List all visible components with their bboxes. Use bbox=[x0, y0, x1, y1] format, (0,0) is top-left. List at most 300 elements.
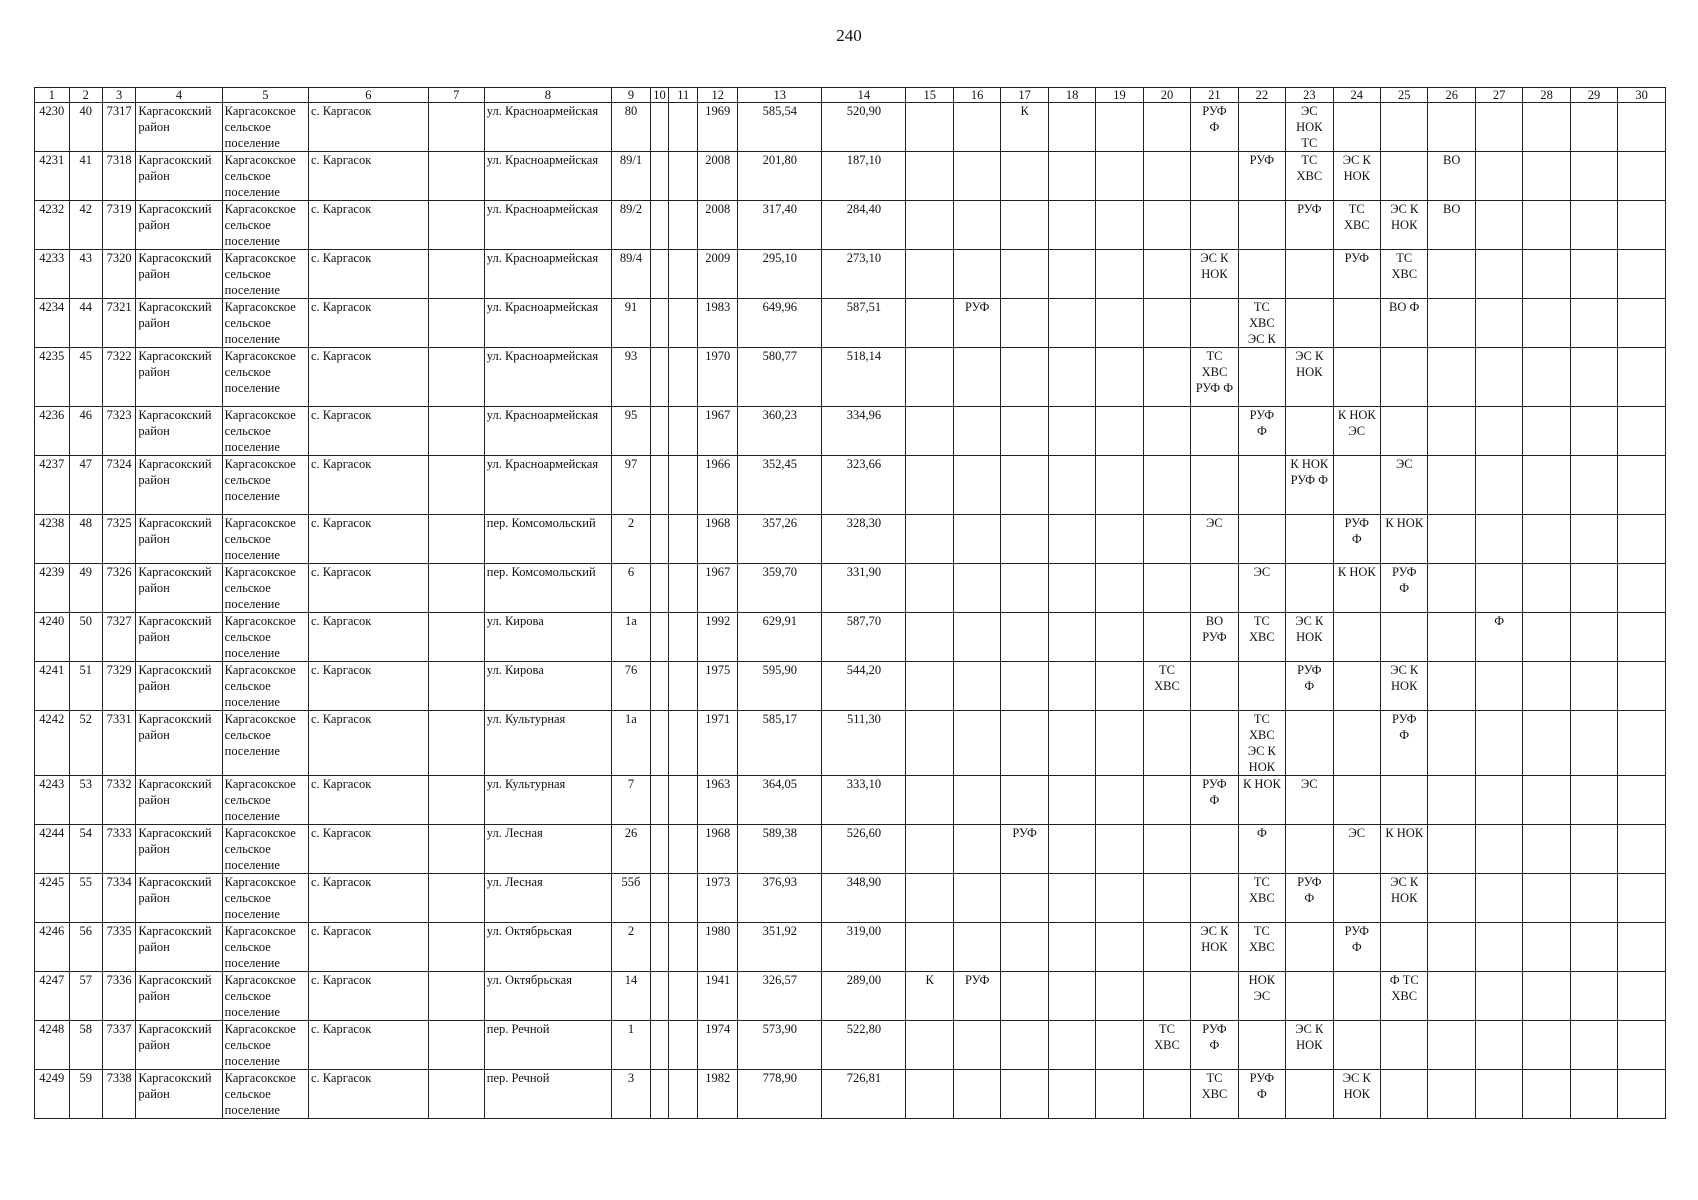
cell-line: сельское bbox=[224, 267, 271, 281]
cell-line: сельское bbox=[224, 120, 271, 134]
cell-house-number: 1а bbox=[612, 711, 651, 776]
cell-col-10 bbox=[650, 662, 668, 711]
cell-work-col-15 bbox=[906, 456, 953, 515]
column-header-18: 18 bbox=[1048, 88, 1095, 103]
cell-col-11 bbox=[669, 407, 698, 456]
cell-district bbox=[136, 564, 222, 613]
cell-col-10 bbox=[650, 250, 668, 299]
cell-work-col-20 bbox=[1143, 456, 1190, 515]
cell-line: ХВС bbox=[1343, 218, 1370, 232]
cell-locality: с. Каргасок bbox=[308, 1070, 428, 1119]
cell-col-10 bbox=[650, 348, 668, 407]
cell-line: Ф bbox=[1304, 679, 1315, 693]
cell-line: поселение bbox=[224, 489, 280, 503]
cell-work-col-16 bbox=[953, 972, 1000, 1021]
cell-work-col-28 bbox=[1523, 874, 1570, 923]
cell-work-col-29 bbox=[1570, 972, 1617, 1021]
cell-line: ЭС bbox=[1348, 424, 1366, 438]
cell-work-col-18 bbox=[1048, 1021, 1095, 1070]
cell-settlement bbox=[222, 564, 308, 613]
cell-work-col-22 bbox=[1238, 456, 1285, 515]
cell-record-number: 4245 bbox=[35, 874, 70, 923]
cell-work-col-30 bbox=[1618, 515, 1666, 564]
cell-line: РУФ bbox=[1249, 1071, 1275, 1085]
cell-work-col-21 bbox=[1191, 152, 1238, 201]
cell-line: Ф bbox=[1399, 728, 1410, 742]
cell-area-total: 326,57 bbox=[738, 972, 822, 1021]
cell-col-11 bbox=[669, 201, 698, 250]
cell-work-col-21 bbox=[1191, 103, 1238, 152]
cell-record-number: 4242 bbox=[35, 711, 70, 776]
cell-record-number: 4243 bbox=[35, 776, 70, 825]
cell-house-number: 2 bbox=[612, 923, 651, 972]
cell-house-number: 1 bbox=[612, 1021, 651, 1070]
cell-work-col-30 bbox=[1618, 250, 1666, 299]
cell-col-7 bbox=[428, 923, 484, 972]
cell-object-id: 7318 bbox=[102, 152, 135, 201]
cell-locality: с. Каргасок bbox=[308, 711, 428, 776]
cell-work-col-15 bbox=[906, 299, 953, 348]
cell-line: поселение bbox=[224, 381, 280, 395]
cell-line: район bbox=[138, 679, 170, 693]
cell-district bbox=[136, 201, 222, 250]
cell-line: ХВС bbox=[1154, 679, 1180, 693]
cell-work-col-25 bbox=[1381, 1021, 1428, 1070]
table-row bbox=[35, 152, 1666, 201]
cell-area-living: 526,60 bbox=[822, 825, 906, 874]
cell-line: район bbox=[138, 365, 170, 379]
cell-work-col-15 bbox=[906, 662, 953, 711]
table-row bbox=[35, 103, 1666, 152]
cell-object-id: 7338 bbox=[102, 1070, 135, 1119]
cell-col-10 bbox=[650, 407, 668, 456]
cell-line: ХВС bbox=[1249, 891, 1275, 905]
cell-house-number: 6 bbox=[612, 564, 651, 613]
column-header-19: 19 bbox=[1096, 88, 1143, 103]
cell-line: поселение bbox=[224, 597, 280, 611]
cell-locality: с. Каргасок bbox=[308, 250, 428, 299]
cell-work-col-22 bbox=[1238, 972, 1285, 1021]
cell-work-col-24 bbox=[1333, 456, 1380, 515]
cell-line: Каргасокское bbox=[224, 875, 296, 889]
cell-index: 51 bbox=[69, 662, 102, 711]
cell-work-col-27 bbox=[1475, 1021, 1522, 1070]
cell-col-10 bbox=[650, 1021, 668, 1070]
cell-district bbox=[136, 776, 222, 825]
cell-line: поселение bbox=[224, 1054, 280, 1068]
cell-col-7 bbox=[428, 972, 484, 1021]
cell-line: ТС bbox=[1253, 924, 1270, 938]
cell-index: 58 bbox=[69, 1021, 102, 1070]
cell-year: 1971 bbox=[698, 711, 738, 776]
cell-record-number: 4238 bbox=[35, 515, 70, 564]
cell-work-col-22 bbox=[1238, 1070, 1285, 1119]
cell-house-number: 14 bbox=[612, 972, 651, 1021]
cell-line: ТС bbox=[1348, 202, 1365, 216]
cell-line: ТС bbox=[1253, 614, 1270, 628]
cell-line: РУФ Ф bbox=[1195, 381, 1234, 395]
cell-settlement bbox=[222, 662, 308, 711]
cell-line: ЭС К bbox=[1247, 332, 1276, 346]
cell-area-total: 649,96 bbox=[738, 299, 822, 348]
cell-work-col-21 bbox=[1191, 456, 1238, 515]
cell-work-col-19 bbox=[1096, 407, 1143, 456]
column-header-20: 20 bbox=[1143, 88, 1190, 103]
cell-work-col-17 bbox=[1001, 874, 1048, 923]
cell-line: Каргасокский bbox=[138, 1071, 212, 1085]
cell-work-col-16 bbox=[953, 1021, 1000, 1070]
cell-work-col-29 bbox=[1570, 711, 1617, 776]
cell-year: 1969 bbox=[698, 103, 738, 152]
cell-index: 45 bbox=[69, 348, 102, 407]
cell-year: 1967 bbox=[698, 407, 738, 456]
cell-line: РУФ bbox=[1202, 104, 1227, 118]
cell-record-number: 4247 bbox=[35, 972, 70, 1021]
cell-line: поселение bbox=[224, 695, 280, 709]
cell-index: 46 bbox=[69, 407, 102, 456]
cell-work-col-19 bbox=[1096, 923, 1143, 972]
cell-line: район bbox=[138, 989, 170, 1003]
cell-work-col-28 bbox=[1523, 152, 1570, 201]
cell-street: ул. Октябрьская bbox=[484, 972, 611, 1021]
cell-line: К НОК bbox=[1385, 516, 1424, 530]
cell-work-col-27 bbox=[1475, 776, 1522, 825]
column-header-10: 10 bbox=[650, 88, 668, 103]
cell-work-col-22 bbox=[1238, 407, 1285, 456]
cell-index: 48 bbox=[69, 515, 102, 564]
cell-work-col-30 bbox=[1618, 1021, 1666, 1070]
column-header-23: 23 bbox=[1286, 88, 1333, 103]
cell-col-11 bbox=[669, 662, 698, 711]
cell-work-col-21 bbox=[1191, 564, 1238, 613]
cell-work-col-30 bbox=[1618, 407, 1666, 456]
cell-settlement bbox=[222, 201, 308, 250]
cell-col-10 bbox=[650, 201, 668, 250]
cell-settlement bbox=[222, 825, 308, 874]
cell-col-11 bbox=[669, 515, 698, 564]
cell-work-col-23 bbox=[1286, 103, 1333, 152]
column-header-12: 12 bbox=[698, 88, 738, 103]
cell-work-col-27 bbox=[1475, 711, 1522, 776]
cell-work-col-29 bbox=[1570, 1070, 1617, 1119]
cell-record-number: 4246 bbox=[35, 923, 70, 972]
cell-col-10 bbox=[650, 515, 668, 564]
cell-line: Ф bbox=[1494, 614, 1505, 628]
cell-work-col-23 bbox=[1286, 564, 1333, 613]
cell-line: РУФ bbox=[1249, 408, 1275, 422]
cell-work-col-18 bbox=[1048, 972, 1095, 1021]
cell-col-7 bbox=[428, 613, 484, 662]
column-header-4: 4 bbox=[136, 88, 222, 103]
column-header-21: 21 bbox=[1191, 88, 1238, 103]
table-row bbox=[35, 711, 1666, 776]
cell-area-total: 589,38 bbox=[738, 825, 822, 874]
cell-object-id: 7322 bbox=[102, 348, 135, 407]
cell-col-10 bbox=[650, 874, 668, 923]
cell-work-col-22 bbox=[1238, 348, 1285, 407]
cell-line: Ф bbox=[1256, 424, 1267, 438]
cell-area-living: 587,70 bbox=[822, 613, 906, 662]
cell-work-col-26 bbox=[1428, 299, 1475, 348]
cell-locality: с. Каргасок bbox=[308, 825, 428, 874]
cell-line: ХВС bbox=[1249, 316, 1275, 330]
cell-work-col-24 bbox=[1333, 711, 1380, 776]
cell-line: поселение bbox=[224, 283, 280, 297]
cell-work-col-28 bbox=[1523, 662, 1570, 711]
cell-index: 49 bbox=[69, 564, 102, 613]
cell-work-col-18 bbox=[1048, 407, 1095, 456]
cell-object-id: 7324 bbox=[102, 456, 135, 515]
cell-line: сельское bbox=[224, 1087, 271, 1101]
cell-work-col-28 bbox=[1523, 103, 1570, 152]
cell-work-col-18 bbox=[1048, 564, 1095, 613]
cell-col-7 bbox=[428, 874, 484, 923]
cell-line: ВО bbox=[1443, 202, 1461, 216]
cell-line: ВО bbox=[1205, 614, 1224, 628]
cell-line: ХВС bbox=[1249, 940, 1275, 954]
cell-house-number: 89/2 bbox=[612, 201, 651, 250]
cell-work-col-24 bbox=[1333, 825, 1380, 874]
cell-work-col-17 bbox=[1001, 456, 1048, 515]
cell-line: Каргасокский bbox=[138, 826, 212, 840]
cell-work-col-17 bbox=[1001, 711, 1048, 776]
cell-locality: с. Каргасок bbox=[308, 103, 428, 152]
cell-line: ХВС bbox=[1391, 989, 1418, 1003]
table-body bbox=[35, 103, 1666, 1119]
cell-year: 1968 bbox=[698, 515, 738, 564]
cell-line: поселение bbox=[224, 956, 280, 970]
cell-line: НОК bbox=[1296, 365, 1323, 379]
cell-area-living: 333,10 bbox=[822, 776, 906, 825]
cell-work-col-30 bbox=[1618, 348, 1666, 407]
cell-line: Каргасокский bbox=[138, 924, 212, 938]
cell-index: 54 bbox=[69, 825, 102, 874]
cell-object-id: 7337 bbox=[102, 1021, 135, 1070]
table-row bbox=[35, 776, 1666, 825]
table-row bbox=[35, 456, 1666, 515]
cell-work-col-21 bbox=[1191, 348, 1238, 407]
cell-record-number: 4236 bbox=[35, 407, 70, 456]
cell-work-col-17 bbox=[1001, 201, 1048, 250]
cell-district bbox=[136, 1021, 222, 1070]
cell-line: Каргасокский bbox=[138, 614, 212, 628]
cell-work-col-30 bbox=[1618, 103, 1666, 152]
cell-work-col-20 bbox=[1143, 407, 1190, 456]
cell-work-col-20 bbox=[1143, 299, 1190, 348]
cell-work-col-19 bbox=[1096, 515, 1143, 564]
cell-district bbox=[136, 662, 222, 711]
cell-work-col-22 bbox=[1238, 564, 1285, 613]
cell-year: 1980 bbox=[698, 923, 738, 972]
cell-settlement bbox=[222, 923, 308, 972]
cell-work-col-20 bbox=[1143, 515, 1190, 564]
column-header-25: 25 bbox=[1381, 88, 1428, 103]
cell-area-total: 295,10 bbox=[738, 250, 822, 299]
cell-line: Каргасокский bbox=[138, 712, 212, 726]
cell-work-col-21 bbox=[1191, 972, 1238, 1021]
cell-house-number: 76 bbox=[612, 662, 651, 711]
cell-work-col-17 bbox=[1001, 923, 1048, 972]
cell-work-col-28 bbox=[1523, 407, 1570, 456]
cell-line: РУФ bbox=[1202, 630, 1227, 644]
cell-work-col-23 bbox=[1286, 1070, 1333, 1119]
cell-street: ул. Красноармейская bbox=[484, 103, 611, 152]
cell-work-col-18 bbox=[1048, 1070, 1095, 1119]
cell-work-col-22 bbox=[1238, 103, 1285, 152]
cell-work-col-23 bbox=[1286, 613, 1333, 662]
cell-work-col-18 bbox=[1048, 776, 1095, 825]
cell-work-col-16 bbox=[953, 103, 1000, 152]
cell-work-col-15 bbox=[906, 152, 953, 201]
cell-work-col-30 bbox=[1618, 564, 1666, 613]
cell-work-col-15 bbox=[906, 515, 953, 564]
cell-object-id: 7320 bbox=[102, 250, 135, 299]
cell-col-7 bbox=[428, 348, 484, 407]
cell-line: район bbox=[138, 1038, 170, 1052]
cell-line: РУФ bbox=[964, 973, 990, 987]
cell-object-id: 7329 bbox=[102, 662, 135, 711]
table-row bbox=[35, 201, 1666, 250]
cell-line: Каргасокское bbox=[224, 777, 296, 791]
cell-work-col-21 bbox=[1191, 613, 1238, 662]
cell-work-col-30 bbox=[1618, 456, 1666, 515]
cell-col-10 bbox=[650, 613, 668, 662]
cell-work-col-24 bbox=[1333, 923, 1380, 972]
cell-line: РУФ bbox=[1344, 516, 1370, 530]
cell-work-col-20 bbox=[1143, 662, 1190, 711]
cell-line: район bbox=[138, 316, 170, 330]
cell-area-total: 201,80 bbox=[738, 152, 822, 201]
cell-work-col-23 bbox=[1286, 711, 1333, 776]
cell-index: 50 bbox=[69, 613, 102, 662]
cell-line: НОК bbox=[1248, 973, 1276, 987]
cell-work-col-18 bbox=[1048, 613, 1095, 662]
cell-line: ТС bbox=[1253, 875, 1270, 889]
cell-settlement bbox=[222, 613, 308, 662]
cell-district bbox=[136, 972, 222, 1021]
cell-col-11 bbox=[669, 972, 698, 1021]
cell-line: РУФ bbox=[1297, 663, 1322, 677]
cell-col-11 bbox=[669, 348, 698, 407]
cell-work-col-22 bbox=[1238, 776, 1285, 825]
cell-work-col-15 bbox=[906, 201, 953, 250]
cell-work-col-19 bbox=[1096, 874, 1143, 923]
cell-line: Каргасокский bbox=[138, 565, 212, 579]
cell-locality: с. Каргасок bbox=[308, 972, 428, 1021]
cell-line: НОК bbox=[1343, 169, 1370, 183]
cell-area-living: 726,81 bbox=[822, 1070, 906, 1119]
cell-work-col-22 bbox=[1238, 613, 1285, 662]
column-header-9: 9 bbox=[612, 88, 651, 103]
cell-line: район bbox=[138, 473, 170, 487]
cell-work-col-30 bbox=[1618, 1070, 1666, 1119]
cell-work-col-22 bbox=[1238, 711, 1285, 776]
cell-year: 1983 bbox=[698, 299, 738, 348]
cell-line: Ф bbox=[1351, 532, 1362, 546]
cell-line: ЭС К bbox=[1295, 614, 1324, 628]
cell-work-col-28 bbox=[1523, 613, 1570, 662]
cell-work-col-16 bbox=[953, 152, 1000, 201]
cell-district bbox=[136, 613, 222, 662]
cell-work-col-18 bbox=[1048, 874, 1095, 923]
cell-work-col-24 bbox=[1333, 1070, 1380, 1119]
cell-object-id: 7319 bbox=[102, 201, 135, 250]
cell-work-col-23 bbox=[1286, 407, 1333, 456]
cell-col-10 bbox=[650, 564, 668, 613]
cell-line: К НОК bbox=[1337, 565, 1376, 579]
cell-house-number: 2 bbox=[612, 515, 651, 564]
cell-street: ул. Красноармейская bbox=[484, 456, 611, 515]
cell-line: ТС bbox=[1158, 1022, 1175, 1036]
cell-district bbox=[136, 152, 222, 201]
cell-line: ТС bbox=[1301, 153, 1318, 167]
cell-work-col-29 bbox=[1570, 103, 1617, 152]
cell-line: сельское bbox=[224, 1038, 271, 1052]
cell-work-col-24 bbox=[1333, 1021, 1380, 1070]
cell-work-col-15 bbox=[906, 825, 953, 874]
cell-line: Каргасокский bbox=[138, 104, 212, 118]
cell-col-7 bbox=[428, 1070, 484, 1119]
cell-street: ул. Лесная bbox=[484, 825, 611, 874]
cell-work-col-30 bbox=[1618, 923, 1666, 972]
cell-line: сельское bbox=[224, 989, 271, 1003]
cell-line: Ф bbox=[1209, 120, 1220, 134]
cell-work-col-27 bbox=[1475, 152, 1522, 201]
cell-work-col-29 bbox=[1570, 456, 1617, 515]
cell-work-col-22 bbox=[1238, 515, 1285, 564]
cell-settlement bbox=[222, 711, 308, 776]
cell-work-col-22 bbox=[1238, 825, 1285, 874]
cell-area-total: 352,45 bbox=[738, 456, 822, 515]
cell-line: ЭС bbox=[1206, 516, 1223, 530]
cell-area-living: 348,90 bbox=[822, 874, 906, 923]
cell-line: Каргасокское bbox=[224, 826, 296, 840]
cell-col-10 bbox=[650, 103, 668, 152]
column-header-17: 17 bbox=[1001, 88, 1048, 103]
cell-line: НОК bbox=[1201, 940, 1228, 954]
cell-work-col-21 bbox=[1191, 407, 1238, 456]
table-row bbox=[35, 299, 1666, 348]
cell-index: 56 bbox=[69, 923, 102, 972]
cell-work-col-18 bbox=[1048, 923, 1095, 972]
cell-line: Ф bbox=[1399, 581, 1410, 595]
cell-work-col-26 bbox=[1428, 825, 1475, 874]
cell-work-col-17 bbox=[1001, 515, 1048, 564]
cell-line: Каргасокское bbox=[224, 251, 296, 265]
cell-work-col-16 bbox=[953, 923, 1000, 972]
cell-work-col-28 bbox=[1523, 776, 1570, 825]
cell-col-11 bbox=[669, 250, 698, 299]
cell-work-col-21 bbox=[1191, 825, 1238, 874]
cell-line: ЭС К bbox=[1390, 875, 1419, 889]
cell-col-7 bbox=[428, 456, 484, 515]
cell-district bbox=[136, 1070, 222, 1119]
cell-locality: с. Каргасок bbox=[308, 299, 428, 348]
cell-street: ул. Лесная bbox=[484, 874, 611, 923]
cell-line: РУФ bbox=[1012, 826, 1037, 840]
cell-work-col-22 bbox=[1238, 662, 1285, 711]
cell-work-col-26 bbox=[1428, 1021, 1475, 1070]
cell-work-col-26 bbox=[1428, 711, 1475, 776]
cell-work-col-26 bbox=[1428, 776, 1475, 825]
cell-work-col-24 bbox=[1333, 662, 1380, 711]
cell-line: сельское bbox=[224, 581, 271, 595]
cell-work-col-22 bbox=[1238, 874, 1285, 923]
cell-street: ул. Кирова bbox=[484, 662, 611, 711]
cell-object-id: 7333 bbox=[102, 825, 135, 874]
cell-work-col-17 bbox=[1001, 564, 1048, 613]
cell-line: НОК bbox=[1201, 267, 1228, 281]
